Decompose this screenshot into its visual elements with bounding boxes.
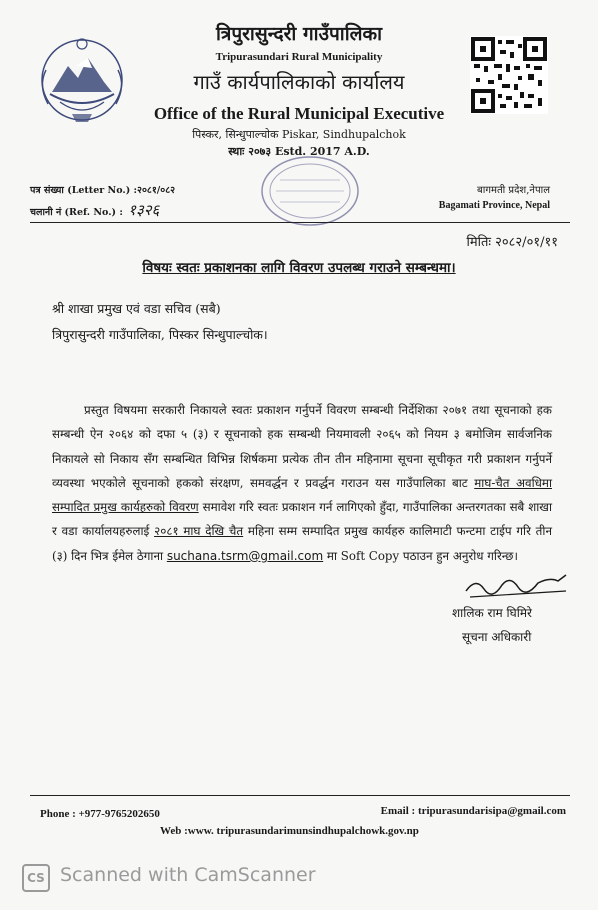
letter-body: प्रस्तुत विषयमा सरकारी निकायले स्वतः प्रकाशन गर्नुपर्ने विवरण सम्बन्धी निर्देशिका २०७१ तथा सूचनाको हक सम्बन्धी ऐन २०६४ को दफा ५ (३) र सूचनाको हक सम्बन्धी नियमावली २०६५ को नियम ३ बमोजिम सार्वजनिक निकायले सो निकाय सँग सम्बन्धित विभिन्न शिर्षकमा प्रत्येक तीन तीन महिनामा सूचना सूचीकृत गरी प्रकाशन गर्नुपर्ने व्यवस्था भएकोले सूचनाको हकको संरक्षण, समवर्द्धन र प्रवर्द्धन गराउन यस गाउँपालिका बाट माघ-चैत अवधिमा सम्पादित प्रमुख कार्यहरुको विवरण समावेश गरि स्वतः प्रकाशन गर्न लागिएको हुँदा, गाउँपालिका अन्तरगतका सबै शाखा र वडा कार्यालयहरुलाई २०८१ माघ देखि चैत महिना सम्म सम्पादित प्रमुख कार्यहरु कालिमाटी फन्टमा टाईप गरि तीन (३) दिन भित्र ईमेल ठेगाना suchana.tsrm@gmail.com मा Soft Copy पठाउन हुन अनुरोध गरिन्छ। [52, 403, 553, 563]
addressee-line-2: त्रिपुरासुन्दरी गाउँपालिका, पिस्कर सिन्धुपाल्चोक। [52, 327, 268, 342]
footer-phone: Phone : +977-9765202650 [40, 808, 160, 820]
en-municipality-name: Tripurasundari Rural Municipality [215, 51, 383, 63]
ref-number-label: चलानी नं (Ref. No.) : [30, 207, 123, 218]
camscanner-watermark: Scanned with CamScanner [60, 864, 316, 886]
signatory-name: शालिक राम घिमिरे [452, 606, 532, 620]
province-np: बागमती प्रदेश,नेपाल [477, 185, 550, 196]
footer-email: Email : tripurasundarisipa@gmail.com [380, 805, 566, 817]
en-office-title: Office of the Rural Municipal Executive [153, 104, 445, 123]
signature-icon [462, 567, 572, 605]
email-link[interactable]: suchana.tsrm@gmail.com [166, 548, 324, 563]
period-highlight: माघ-चैत अवधिमा सम्पादित प्रमुख कार्यहरुको विवरण [52, 475, 553, 515]
letter-number: पत्र संख्या (Letter No.) :२०८१/०८२ [30, 185, 176, 196]
camscanner-logo-icon: CS [22, 864, 50, 892]
province-en: Bagamati Province, Nepal [438, 200, 550, 211]
subject-line: विषयः स्वतः प्रकाशनका लागि विवरण उपलब्ध गराउने सम्बन्धमा। [142, 260, 456, 276]
np-municipality-name: त्रिपुरासुन्दरी गाउँपालिका [215, 23, 383, 45]
addressee-line-1: श्री शाखा प्रमुख एवं वडा सचिव (सबै) [52, 301, 221, 316]
footer-website: Web :www. tripurasundarimunsindhupalchowk.gov.np [160, 825, 419, 837]
footer-divider [30, 795, 570, 796]
header-divider [30, 222, 570, 223]
letter-date: मितिः २०८२/०१/११ [466, 235, 558, 250]
office-address: पिस्कर, सिन्धुपाल्चोक Piskar, Sindhupalchok [192, 128, 406, 141]
date-range-highlight: २०८१ माघ देखि चैत [154, 524, 244, 539]
established-year: स्थाः २०७३ Estd. 2017 A.D. [228, 145, 370, 158]
office-stamp-icon [258, 152, 362, 230]
ref-number-value: १३२६ [128, 201, 160, 219]
np-office-title: गाउँ कार्यपालिकाको कार्यालय [193, 70, 405, 94]
signatory-title: सूचना अधिकारी [462, 630, 532, 644]
